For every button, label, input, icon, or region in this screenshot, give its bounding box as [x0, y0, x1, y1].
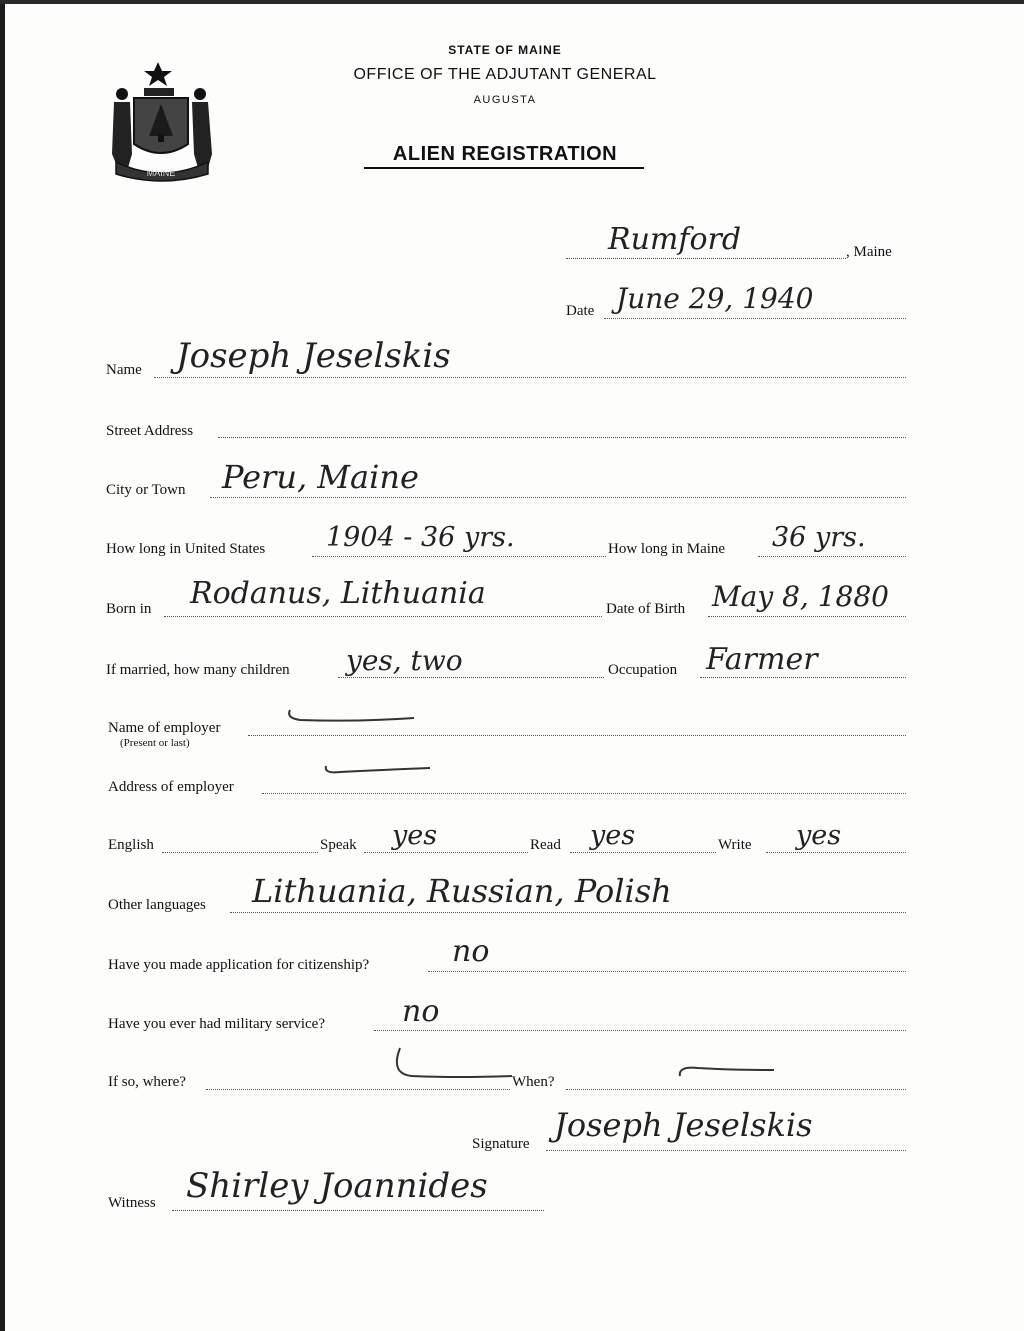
- other-languages-label: Other languages: [108, 897, 206, 913]
- employer-address-label: Address of employer: [108, 779, 234, 795]
- born-in-line: [164, 616, 602, 617]
- children-line: [338, 677, 604, 678]
- city-heading: AUGUSTA: [473, 94, 537, 106]
- employer-line: [248, 735, 906, 736]
- signature-value: Joseph Jeselskis: [554, 1106, 813, 1144]
- write-value: yes: [796, 820, 842, 851]
- citizenship-value: no: [452, 934, 490, 969]
- name-line: [154, 377, 906, 378]
- office-heading: OFFICE OF THE ADJUTANT GENERAL: [353, 66, 657, 83]
- employer-sublabel: (Present or last): [120, 737, 190, 749]
- how-long-us-line: [312, 556, 606, 557]
- speak-line: [364, 852, 528, 853]
- dob-line: [708, 616, 906, 617]
- signature-line: [546, 1150, 906, 1151]
- employer-dash-mark: [284, 704, 424, 728]
- other-languages-line: [230, 912, 906, 913]
- speak-value: yes: [392, 820, 438, 851]
- dob-label: Date of Birth: [606, 601, 686, 617]
- born-in-label: Born in: [106, 601, 152, 617]
- military-label: Have you ever had military service?: [108, 1016, 325, 1032]
- dob-value: May 8, 1880: [712, 580, 889, 613]
- name-value: Joseph Jeselskis: [176, 336, 451, 376]
- location-value: Rumford: [608, 222, 742, 257]
- location-line: [566, 258, 846, 259]
- where-line: [206, 1089, 510, 1090]
- citizenship-label: Have you made application for citizenship?: [108, 957, 370, 973]
- occupation-value: Farmer: [706, 642, 818, 677]
- name-label: Name: [106, 362, 142, 378]
- write-line: [766, 852, 906, 853]
- employer-address-dash-mark: [320, 758, 440, 780]
- date-label: Date: [566, 303, 595, 319]
- read-label: Read: [530, 837, 561, 853]
- maine-state-seal-icon: [104, 58, 220, 182]
- how-long-maine-line: [758, 556, 906, 557]
- how-long-maine-value: 36 yrs.: [772, 522, 866, 553]
- witness-line: [172, 1210, 544, 1211]
- employer-label: Name of employer: [108, 720, 221, 736]
- when-label: When?: [512, 1074, 555, 1090]
- where-dash-mark: [388, 1044, 518, 1084]
- occupation-label: Occupation: [608, 662, 678, 678]
- svg-text:MAINE: MAINE: [146, 168, 176, 178]
- english-label: English: [108, 837, 154, 853]
- when-line: [566, 1089, 906, 1090]
- english-line: [162, 852, 318, 853]
- children-value: yes, two: [346, 644, 463, 677]
- street-label: Street Address: [106, 423, 194, 439]
- date-line: [604, 318, 906, 319]
- where-label: If so, where?: [108, 1074, 186, 1090]
- military-line: [374, 1030, 906, 1031]
- how-long-us-label: How long in United States: [106, 541, 266, 557]
- speak-label: Speak: [320, 837, 357, 853]
- state-heading: STATE OF MAINE: [448, 43, 562, 57]
- witness-value: Shirley Joannides: [186, 1166, 488, 1206]
- other-languages-value: Lithuania, Russian, Polish: [252, 872, 672, 910]
- city-label: City or Town: [106, 482, 186, 498]
- read-value: yes: [590, 820, 636, 851]
- military-value: no: [402, 994, 440, 1029]
- born-in-value: Rodanus, Lithuania: [190, 576, 486, 611]
- date-value: June 29, 1940: [616, 282, 814, 315]
- write-label: Write: [718, 837, 752, 853]
- occupation-line: [700, 677, 906, 678]
- read-line: [570, 852, 716, 853]
- street-line: [218, 437, 906, 438]
- scan-edge-left: [0, 0, 5, 1331]
- form-title: ALIEN REGISTRATION: [392, 143, 618, 165]
- how-long-us-value: 1904 - 36 yrs.: [326, 522, 515, 553]
- how-long-maine-label: How long in Maine: [608, 541, 726, 557]
- signature-label: Signature: [472, 1136, 530, 1152]
- location-suffix: , Maine: [846, 244, 892, 260]
- title-underline: [364, 167, 644, 169]
- city-line: [210, 497, 906, 498]
- witness-label: Witness: [108, 1195, 156, 1211]
- citizenship-line: [428, 971, 906, 972]
- children-label: If married, how many children: [106, 662, 290, 678]
- when-dash-mark: [670, 1060, 780, 1082]
- employer-address-line: [262, 793, 906, 794]
- scan-edge-top: [0, 0, 1024, 4]
- city-value: Peru, Maine: [222, 458, 419, 496]
